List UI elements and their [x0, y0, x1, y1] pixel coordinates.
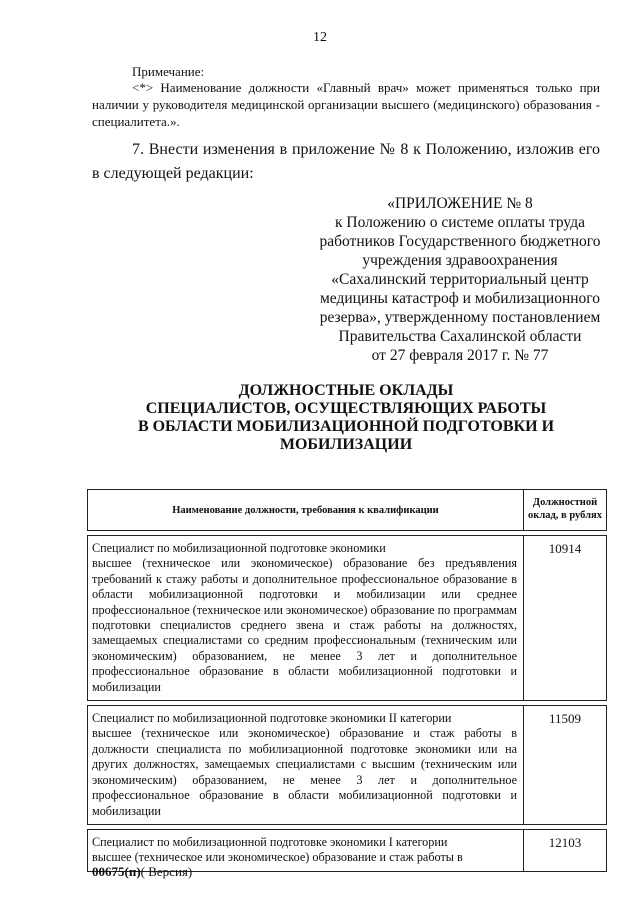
page-number: 12 [313, 30, 327, 45]
position-requirements: высшее (техническое или экономическое) образование и стаж работы в должности специалиста по мобилизационной подготовке экономики или на других должностях, замещаемых специалистами с высшим (техническим или экономическим) образованием, не менее 3 лет и дополнительное профессиональное образование в области мобилизационной подготовки и мобилизации [92, 726, 517, 818]
document-title [92, 382, 600, 454]
appendix-line: к Положению о системе оплаты труда [335, 214, 585, 231]
salary-cell: 10914 [524, 536, 607, 701]
appendix-line: работников Государственного бюджетного [319, 233, 601, 250]
title-line: МОБИЛИЗАЦИИ [279, 436, 413, 453]
appendix-line: «ПРИЛОЖЕНИЕ № 8 [387, 195, 533, 212]
table-row [88, 706, 607, 825]
amendment-paragraph: 7. Внести изменения в приложение № 8 к Положению, изложив его в следующей редакции: [92, 141, 600, 182]
note-text: <*> Наименование должности «Главный врач» может применяться только при наличии у руководителя медицинской организации высшего (медицинского) образования - специалитета.». [92, 80, 600, 129]
salary-table [87, 489, 607, 872]
position-requirements: высшее (техническое или экономическое) образование и стаж работы в [92, 850, 463, 865]
appendix-line: от 27 февраля 2017 г. № 77 [371, 347, 549, 364]
position-title: Специалист по мобилизационной подготовке экономики I категории [92, 834, 448, 849]
title-line: ДОЛЖНОСТНЫЕ ОКЛАДЫ [238, 382, 454, 399]
table-header-row [88, 490, 607, 531]
appendix-line: учреждения здравоохранения [362, 252, 558, 269]
title-line: В ОБЛАСТИ МОБИЛИЗАЦИОННОЙ ПОДГОТОВКИ И [137, 418, 555, 435]
position-title: Специалист по мобилизационной подготовке экономики [92, 541, 386, 555]
appendix-line: «Сахалинский территориальный центр [331, 271, 589, 288]
footer-version: ( Версия) [140, 864, 193, 879]
table-row [88, 536, 607, 701]
title-line: СПЕЦИАЛИСТОВ, ОСУЩЕСТВЛЯЮЩИХ РАБОТЫ [145, 400, 547, 417]
appendix-line: резерва», утвержденному постановлением [319, 309, 601, 326]
column-header-salary: Должностной оклад, в рублях [524, 490, 607, 531]
salary-cell: 11509 [524, 706, 607, 825]
document-footer [92, 864, 192, 880]
position-title: Специалист по мобилизационной подготовке экономики II категории [92, 711, 452, 726]
footer-code: 00675(п) [92, 864, 141, 879]
appendix-line: Правительства Сахалинской области [338, 328, 582, 345]
position-cell [88, 536, 524, 701]
appendix-line: медицины катастроф и мобилизационного [319, 290, 601, 307]
salary-cell: 12103 [524, 829, 607, 871]
column-header-position: Наименование должности, требования к квалификации [88, 490, 524, 531]
position-cell [88, 706, 524, 825]
note-label: Примечание: [132, 64, 205, 79]
position-requirements: высшее (техническое или экономическое) образование без предъявления требований к стажу работы и дополнительное профессиональное образование в области мобилизационной подготовки и мобилизации или среднее профессиональное (техническое или экономическое) образование по программам подготовки специалистов среднего звена и стаж работы на должностях, замещаемых специалистами со средним профессиональным (техническим или экономическим) образованием, не менее 3 лет и дополнительное профессиональное образование в области мобилизационной подготовки и мобилизации [92, 556, 517, 694]
appendix-header [300, 194, 620, 365]
